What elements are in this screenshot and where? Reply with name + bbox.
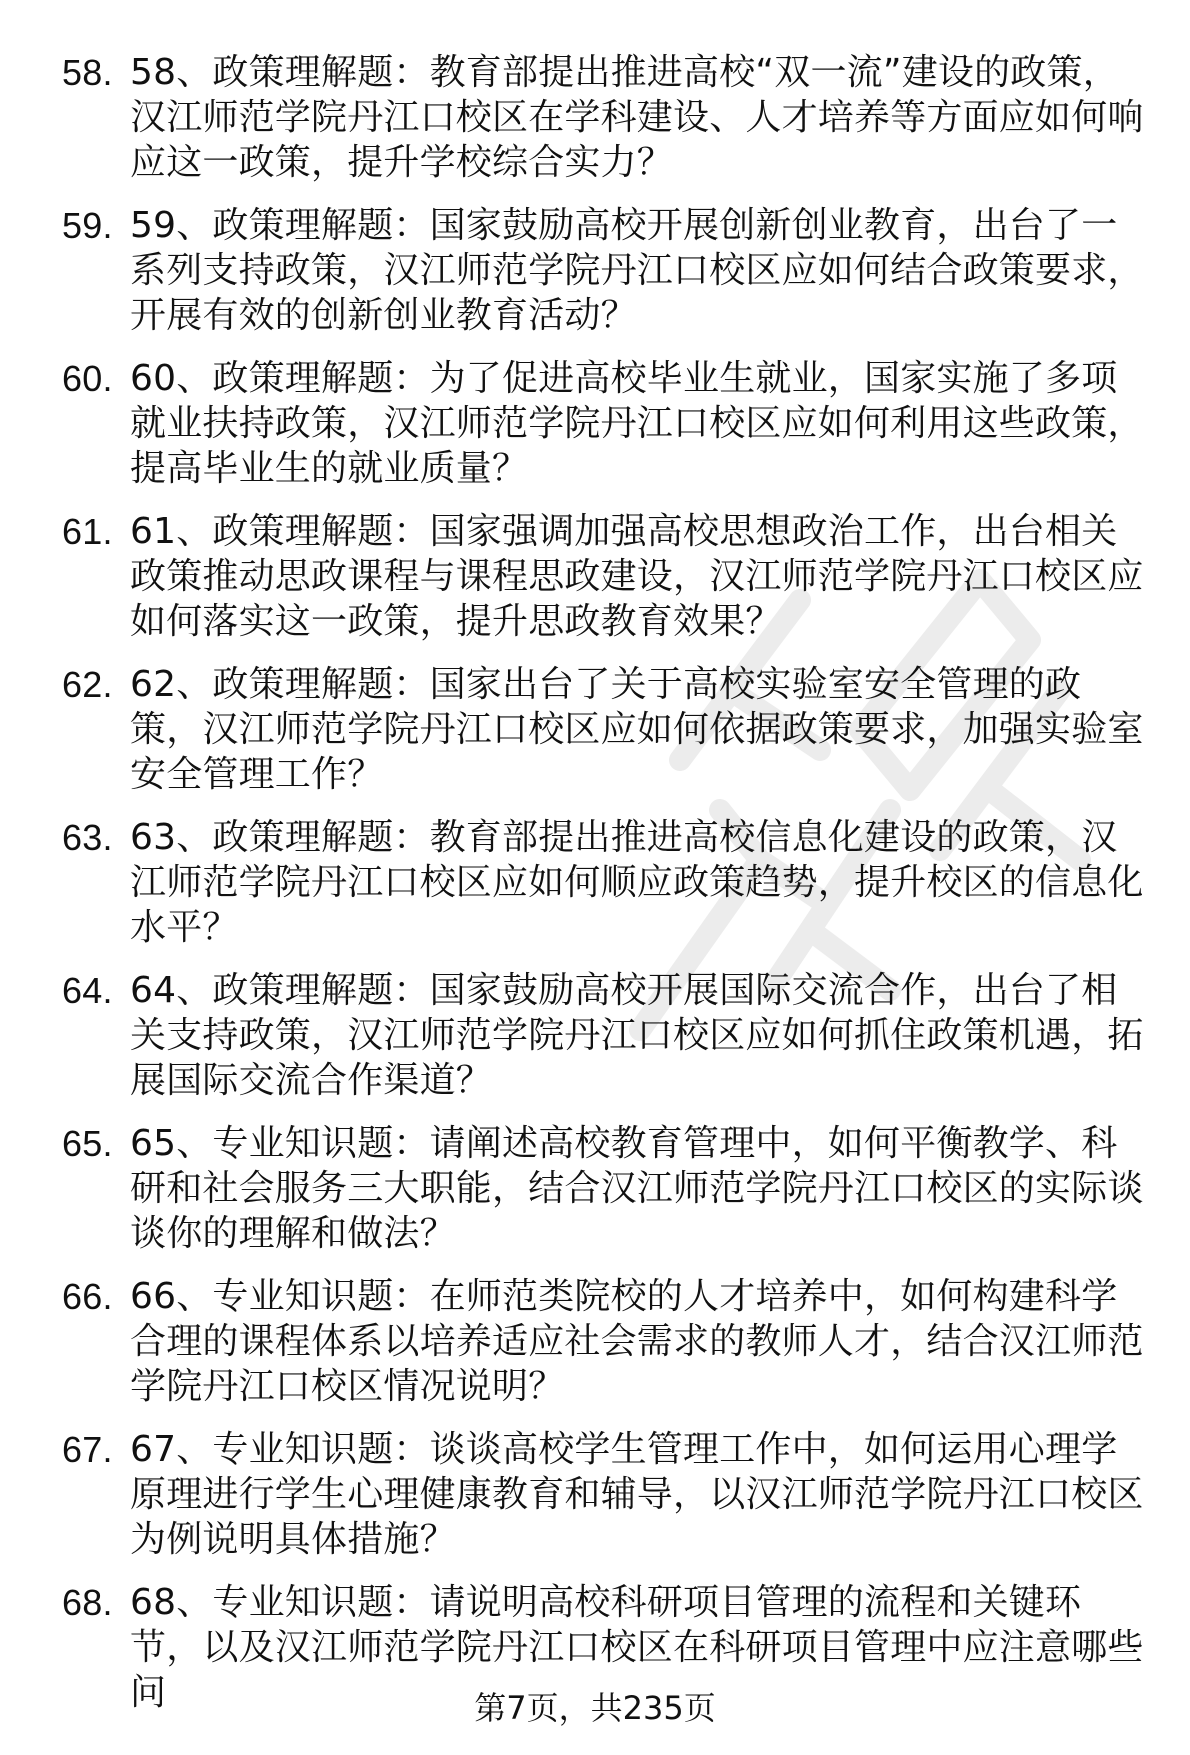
question-item [62,662,1152,797]
question-text: 58、政策理解题：教育部提出推进高校“双一流”建设的政策，汉江师范学院丹江口校区在学科建设、人才培养等方面应如何响应这一政策，提升学校综合实力？ [130,52,1144,183]
question-item [62,1121,1152,1256]
question-text: 62、政策理解题：国家出台了关于高校实验室安全管理的政策，汉江师范学院丹江口校区应如何依据政策要求，加强实验室安全管理工作？ [130,664,1144,795]
question-item [62,356,1152,491]
question-text: 67、专业知识题：谈谈高校学生管理工作中，如何运用心理学原理进行学生心理健康教育和辅导，以汉江师范学院丹江口校区为例说明具体措施？ [130,1429,1144,1560]
question-number: 68. [62,1582,113,1623]
question-text: 60、政策理解题：为了促进高校毕业生就业，国家实施了多项就业扶持政策，汉江师范学院丹江口校区应如何利用这些政策，提高毕业生的就业质量？ [130,358,1144,489]
question-item [62,1427,1152,1562]
question-number: 60. [62,358,113,399]
question-item [62,509,1152,644]
question-item [62,203,1152,338]
question-number: 61. [62,511,113,552]
question-number: 67. [62,1429,113,1470]
question-number: 62. [62,664,113,705]
question-text: 68、专业知识题：请说明高校科研项目管理的流程和关键环节，以及汉江师范学院丹江口校区在科研项目管理中应注意哪些问 [130,1582,1144,1713]
question-text: 61、政策理解题：国家强调加强高校思想政治工作，出台相关政策推动思政课程与课程思政建设，汉江师范学院丹江口校区应如何落实这一政策，提升思政教育效果？ [130,511,1144,642]
question-item [62,50,1152,185]
question-text: 63、政策理解题：教育部提出推进高校信息化建设的政策，汉江师范学院丹江口校区应如何顺应政策趋势，提升校区的信息化水平？ [130,817,1144,948]
question-item [62,1274,1152,1409]
question-number: 59. [62,205,113,246]
question-number: 58. [62,52,113,93]
question-number: 66. [62,1276,113,1317]
question-text: 66、专业知识题：在师范类院校的人才培养中，如何构建科学合理的课程体系以培养适应社会需求的教师人才，结合汉江师范学院丹江口校区情况说明？ [130,1276,1144,1407]
question-text: 59、政策理解题：国家鼓励高校开展创新创业教育，出台了一系列支持政策，汉江师范学院丹江口校区应如何结合政策要求，开展有效的创新创业教育活动？ [130,205,1144,336]
question-text: 64、政策理解题：国家鼓励高校开展国际交流合作，出台了相关支持政策，汉江师范学院丹江口校区应如何抓住政策机遇，拓展国际交流合作渠道？ [130,970,1144,1101]
question-number: 65. [62,1123,113,1164]
page-footer: 第7页，共235页 [474,1689,716,1727]
question-item [62,815,1152,950]
question-number: 64. [62,970,113,1011]
question-item [62,968,1152,1103]
question-text: 65、专业知识题：请阐述高校教育管理中，如何平衡教学、科研和社会服务三大职能，结合汉江师范学院丹江口校区的实际谈谈你的理解和做法？ [130,1123,1144,1254]
question-number: 63. [62,817,113,858]
